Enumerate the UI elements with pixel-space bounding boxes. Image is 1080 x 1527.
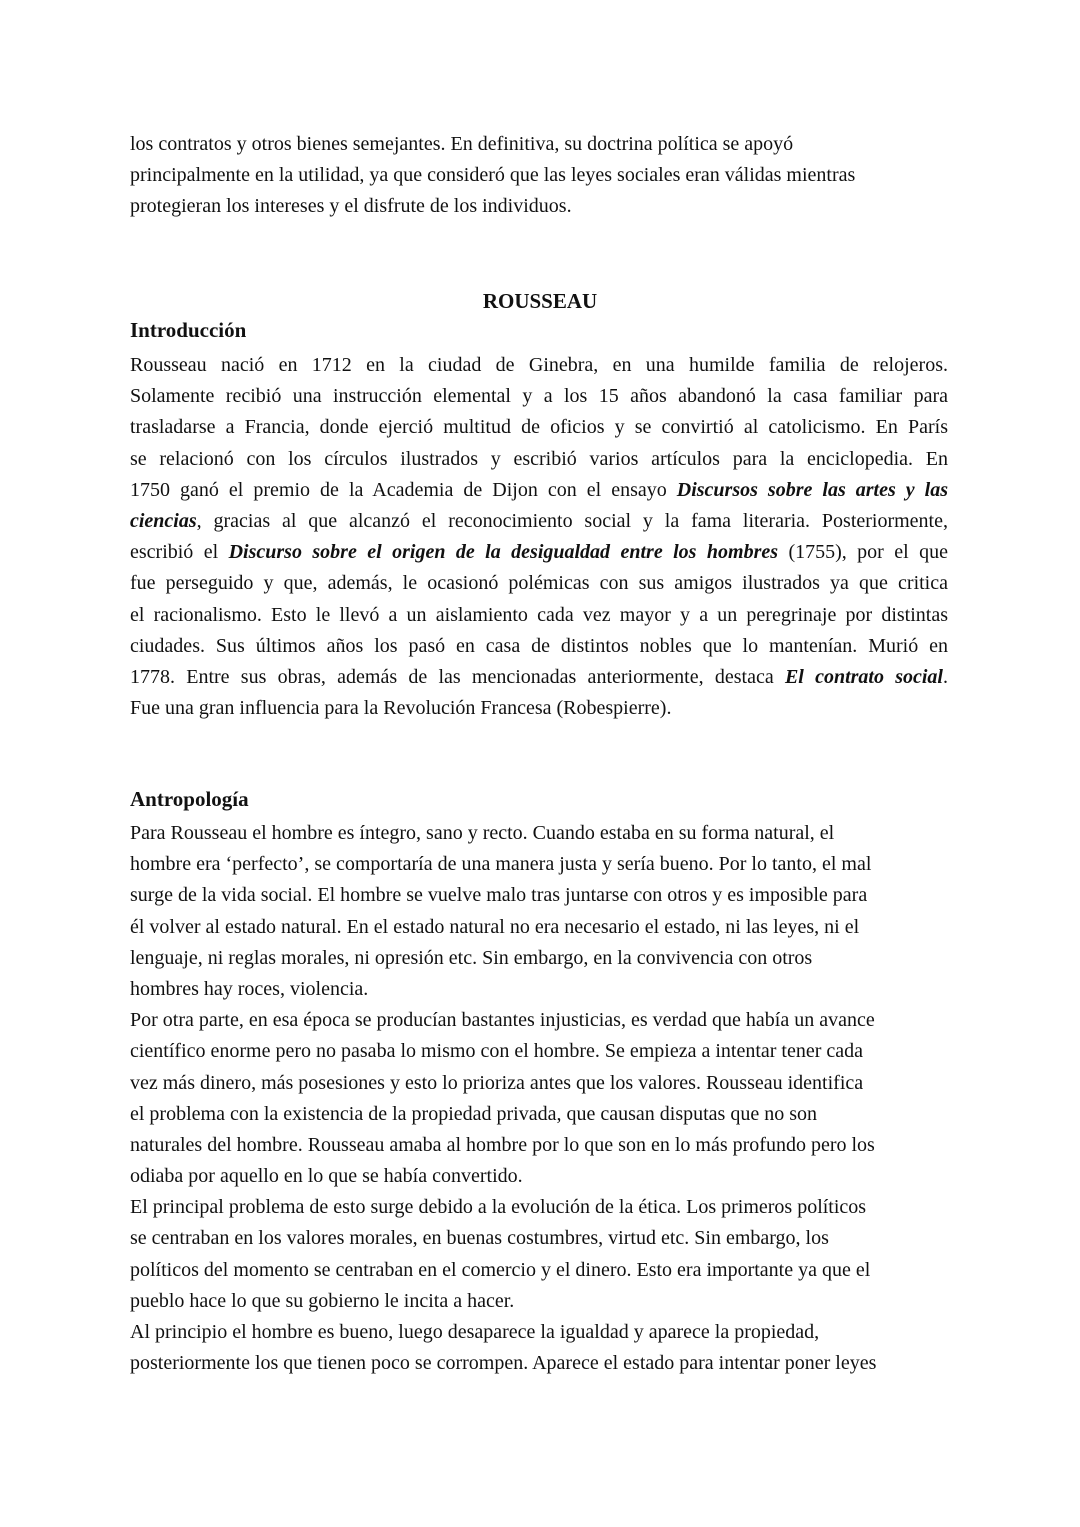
book-title: El contrato social bbox=[784, 665, 943, 688]
text-run: naturales del hombre. Rousseau amaba al hombre por lo que son en lo más profundo pero los bbox=[130, 1133, 875, 1156]
intro-heading: Introducción bbox=[130, 318, 247, 342]
text-run: El principal problema de esto surge debido a la evolución de la ética. Los primeros políticos bbox=[130, 1196, 867, 1219]
text-line bbox=[130, 631, 948, 662]
text-line bbox=[130, 1099, 948, 1130]
text-run: protegieran los intereses y el disfrute de los individuos. bbox=[130, 195, 572, 218]
text-run: 1778. Entre sus obras, además de las mencionadas anteriormente, destaca bbox=[130, 665, 785, 688]
book-title: ciencias bbox=[130, 509, 197, 532]
text-run: se centraban en los valores morales, en buenas costumbres, virtud etc. Sin embargo, los bbox=[130, 1227, 829, 1250]
anthropology-paragraph bbox=[130, 818, 948, 1379]
text-line bbox=[130, 1317, 948, 1348]
book-title: Discursos sobre las artes y las bbox=[676, 478, 948, 501]
text-line bbox=[130, 693, 948, 724]
text-run: trasladarse a Francia, donde ejerció multitud de oficios y se convirtió al catolicismo. En París bbox=[130, 416, 948, 439]
text-run: hombres hay roces, violencia. bbox=[130, 977, 369, 1000]
text-line bbox=[130, 1255, 948, 1286]
text-line bbox=[130, 818, 948, 849]
text-run: políticos del momento se centraban en el comercio y el dinero. Esto era importante ya que el bbox=[130, 1258, 871, 1281]
text-line bbox=[130, 943, 948, 974]
text-run: él volver al estado natural. En el estado natural no era necesario el estado, ni las leyes, ni el bbox=[130, 915, 860, 938]
text-run: , gracias al que alcanzó el reconocimiento social y la fama literaria. Posteriormente, bbox=[196, 509, 948, 532]
book-title: Discurso sobre el origen de la desigualdad entre los hombres bbox=[228, 541, 779, 564]
text-run: Al principio el hombre es bueno, luego desaparece la igualdad y aparece la propiedad, bbox=[130, 1321, 820, 1343]
text-run: Para Rousseau el hombre es íntegro, sano y recto. Cuando estaba en su forma natural, el bbox=[130, 822, 835, 844]
text-run: Fue una gran influencia para la Revolución Francesa (Robespierre). bbox=[130, 697, 672, 720]
text-run: el problema con la existencia de la propiedad privada, que causan disputas que no son bbox=[130, 1102, 817, 1125]
text-run: principalmente en la utilidad, ya que consideró que las leyes sociales eran válidas mientras bbox=[130, 164, 856, 187]
text-line bbox=[130, 1005, 948, 1036]
text-line bbox=[130, 662, 948, 693]
text-line bbox=[130, 568, 948, 599]
intro-paragraph bbox=[130, 350, 948, 724]
text-line bbox=[130, 350, 948, 381]
text-run: surge de la vida social. El hombre se vuelve malo tras juntarse con otros y es imposible para bbox=[130, 884, 868, 907]
text-line bbox=[130, 1286, 948, 1317]
text-line bbox=[130, 1068, 948, 1099]
text-run: 1750 ganó el premio de la Academia de Dijon con el ensayo bbox=[130, 478, 677, 501]
text-run: los contratos y otros bienes semejantes. En definitiva, su doctrina política se apoyó bbox=[130, 133, 794, 155]
text-run: (1755), por el que bbox=[778, 541, 948, 564]
text-run: Rousseau nació en 1712 en la ciudad de Ginebra, en una humilde familia de relojeros. bbox=[130, 354, 948, 376]
text-line bbox=[130, 1348, 948, 1379]
text-line bbox=[130, 880, 948, 911]
text-line bbox=[130, 1223, 948, 1254]
text-line bbox=[130, 1192, 948, 1223]
text-line bbox=[130, 475, 948, 506]
text-line bbox=[130, 381, 948, 412]
text-run: escribió el bbox=[130, 541, 229, 564]
text-line bbox=[130, 506, 948, 537]
text-line bbox=[130, 1130, 948, 1161]
text-run: Por otra parte, en esa época se producían bastantes injusticias, es verdad que había un avance bbox=[130, 1009, 875, 1032]
text-line bbox=[130, 849, 948, 880]
text-line bbox=[130, 974, 948, 1005]
text-run: hombre era ‘perfecto’, se comportaría de una manera justa y sería bueno. Por lo tanto, el mal bbox=[130, 853, 872, 876]
text-run: fue perseguido y que, además, le ocasionó polémicas con sus amigos ilustrados ya que critica bbox=[130, 572, 948, 595]
text-run: se relacionó con los círculos ilustrados y escribió varios artículos para la enciclopedia. En bbox=[130, 447, 948, 470]
text-line bbox=[130, 912, 948, 943]
section-title: ROUSSEAU bbox=[482, 289, 598, 313]
text-run: Solamente recibió una instrucción elemental y a los 15 años abandonó la casa familiar para bbox=[130, 385, 948, 408]
text-line bbox=[130, 160, 948, 191]
text-run: vez más dinero, más posesiones y esto lo prioriza antes que los valores. Rousseau identifica bbox=[130, 1071, 864, 1094]
text-line bbox=[130, 1161, 948, 1192]
text-run: el racionalismo. Esto le llevó a un aislamiento cada vez mayor y a un peregrinaje por distintas bbox=[130, 603, 948, 626]
text-run: lenguaje, ni reglas morales, ni opresión etc. Sin embargo, en la convivencia con otros bbox=[130, 946, 813, 969]
text-run: . bbox=[943, 665, 948, 688]
text-line bbox=[130, 191, 948, 222]
text-run: científico enorme pero no pasaba lo mismo con el hombre. Se empieza a intentar tener cada bbox=[130, 1040, 864, 1063]
text-line bbox=[130, 444, 948, 475]
text-run: odiaba por aquello en lo que se había convertido. bbox=[130, 1165, 523, 1188]
continuation-paragraph bbox=[130, 129, 948, 223]
text-line bbox=[130, 1036, 948, 1067]
text-line bbox=[130, 412, 948, 443]
text-line bbox=[130, 600, 948, 631]
text-run: ciudades. Sus últimos años los pasó en casa de distintos nobles que lo mantenían. Murió en bbox=[130, 634, 948, 657]
anthropology-heading: Antropología bbox=[130, 787, 249, 811]
text-run: posteriormente los que tienen poco se corrompen. Aparece el estado para intentar poner leyes bbox=[130, 1352, 877, 1375]
text-run: pueblo hace lo que su gobierno le incita a hacer. bbox=[130, 1289, 515, 1312]
text-line bbox=[130, 537, 948, 568]
text-line bbox=[130, 129, 948, 160]
